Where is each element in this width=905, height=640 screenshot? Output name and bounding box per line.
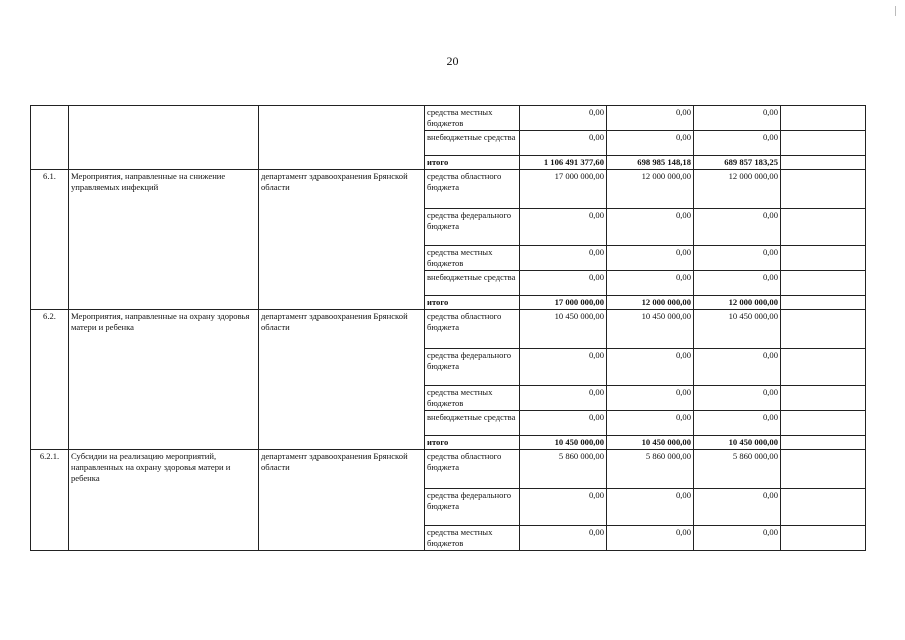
cell-extra <box>781 450 866 489</box>
cell-extra <box>781 296 866 310</box>
cell-value: 0,00 <box>694 246 781 271</box>
cell-value: 0,00 <box>694 411 781 436</box>
cell-value: 0,00 <box>694 271 781 296</box>
cell-value: 10 450 000,00 <box>607 310 694 349</box>
cell-extra <box>781 436 866 450</box>
cell-source: итого <box>425 296 520 310</box>
cell-value: 12 000 000,00 <box>694 170 781 209</box>
cell-value: 5 860 000,00 <box>607 450 694 489</box>
cell-value: 0,00 <box>694 349 781 386</box>
cell-value: 0,00 <box>520 489 607 526</box>
cell-value: 0,00 <box>607 386 694 411</box>
budget-table <box>30 105 866 551</box>
cell-executor: департамент здравоохранения Брянской области <box>259 170 425 310</box>
cell-value: 0,00 <box>694 209 781 246</box>
cell-value: 0,00 <box>607 131 694 156</box>
cell-value: 0,00 <box>520 271 607 296</box>
cell-value: 0,00 <box>520 246 607 271</box>
cell-name: Мероприятия, направленные на снижение управляемых инфекций <box>69 170 259 310</box>
cell-executor: департамент здравоохранения Брянской области <box>259 310 425 450</box>
cell-extra <box>781 156 866 170</box>
cell-extra <box>781 411 866 436</box>
cell-source: средства областного бюджета <box>425 170 520 209</box>
cell-value: 0,00 <box>607 271 694 296</box>
cell-value: 0,00 <box>520 209 607 246</box>
cell-source: средства федерального бюджета <box>425 349 520 386</box>
cell-value: 5 860 000,00 <box>520 450 607 489</box>
cell-source: средства местных бюджетов <box>425 246 520 271</box>
cell-value: 689 857 183,25 <box>694 156 781 170</box>
cell-value: 17 000 000,00 <box>520 296 607 310</box>
cell-source: средства местных бюджетов <box>425 386 520 411</box>
cell-value: 10 450 000,00 <box>694 310 781 349</box>
cell-number: 6.1. <box>31 170 69 310</box>
cell-value: 0,00 <box>607 489 694 526</box>
cell-value: 0,00 <box>520 386 607 411</box>
cell-source: средства областного бюджета <box>425 450 520 489</box>
cell-extra <box>781 131 866 156</box>
cell-extra <box>781 271 866 296</box>
cell-value: 0,00 <box>694 131 781 156</box>
cell-value: 0,00 <box>694 526 781 551</box>
cell-extra <box>781 349 866 386</box>
cell-value: 0,00 <box>607 106 694 131</box>
cell-value: 0,00 <box>520 131 607 156</box>
cell-source: средства федерального бюджета <box>425 209 520 246</box>
cell-extra <box>781 386 866 411</box>
cell-extra <box>781 526 866 551</box>
cell-value: 1 106 491 377,60 <box>520 156 607 170</box>
cell-source: средства федерального бюджета <box>425 489 520 526</box>
cell-source: внебюджетные средства <box>425 271 520 296</box>
cell-value: 0,00 <box>694 489 781 526</box>
cell-number <box>31 106 69 170</box>
cell-value: 10 450 000,00 <box>520 310 607 349</box>
cell-number: 6.2.1. <box>31 450 69 551</box>
cell-name: Субсидии на реализацию мероприятий, направленных на охрану здоровья матери и ребенка <box>69 450 259 551</box>
cell-source: средства местных бюджетов <box>425 106 520 131</box>
cell-extra <box>781 310 866 349</box>
cell-extra <box>781 209 866 246</box>
cell-executor <box>259 106 425 170</box>
cell-value: 0,00 <box>694 386 781 411</box>
cell-value: 0,00 <box>520 526 607 551</box>
cell-value: 12 000 000,00 <box>694 296 781 310</box>
table-row <box>31 106 866 131</box>
cell-value: 10 450 000,00 <box>607 436 694 450</box>
cell-value: 10 450 000,00 <box>520 436 607 450</box>
scan-edge-mark <box>895 6 896 16</box>
cell-value: 0,00 <box>694 106 781 131</box>
cell-value: 0,00 <box>520 106 607 131</box>
cell-source: внебюджетные средства <box>425 131 520 156</box>
cell-source: средства областного бюджета <box>425 310 520 349</box>
cell-extra <box>781 170 866 209</box>
cell-value: 0,00 <box>607 209 694 246</box>
cell-value: 0,00 <box>607 246 694 271</box>
cell-source: итого <box>425 156 520 170</box>
cell-value: 0,00 <box>520 411 607 436</box>
cell-value: 10 450 000,00 <box>694 436 781 450</box>
cell-value: 0,00 <box>607 349 694 386</box>
cell-extra <box>781 246 866 271</box>
cell-name: Мероприятия, направленные на охрану здоровья матери и ребенка <box>69 310 259 450</box>
cell-source: средства местных бюджетов <box>425 526 520 551</box>
cell-value: 12 000 000,00 <box>607 296 694 310</box>
cell-value: 5 860 000,00 <box>694 450 781 489</box>
table-row <box>31 450 866 489</box>
cell-value: 12 000 000,00 <box>607 170 694 209</box>
table-row <box>31 170 866 209</box>
cell-source: итого <box>425 436 520 450</box>
cell-name <box>69 106 259 170</box>
cell-value: 17 000 000,00 <box>520 170 607 209</box>
cell-source: внебюджетные средства <box>425 411 520 436</box>
cell-value: 0,00 <box>607 526 694 551</box>
cell-extra <box>781 489 866 526</box>
cell-value: 698 985 148,18 <box>607 156 694 170</box>
cell-executor: департамент здравоохранения Брянской области <box>259 450 425 551</box>
cell-value: 0,00 <box>520 349 607 386</box>
page-number: 20 <box>446 54 459 68</box>
cell-extra <box>781 106 866 131</box>
cell-value: 0,00 <box>607 411 694 436</box>
table-row <box>31 310 866 349</box>
cell-number: 6.2. <box>31 310 69 450</box>
